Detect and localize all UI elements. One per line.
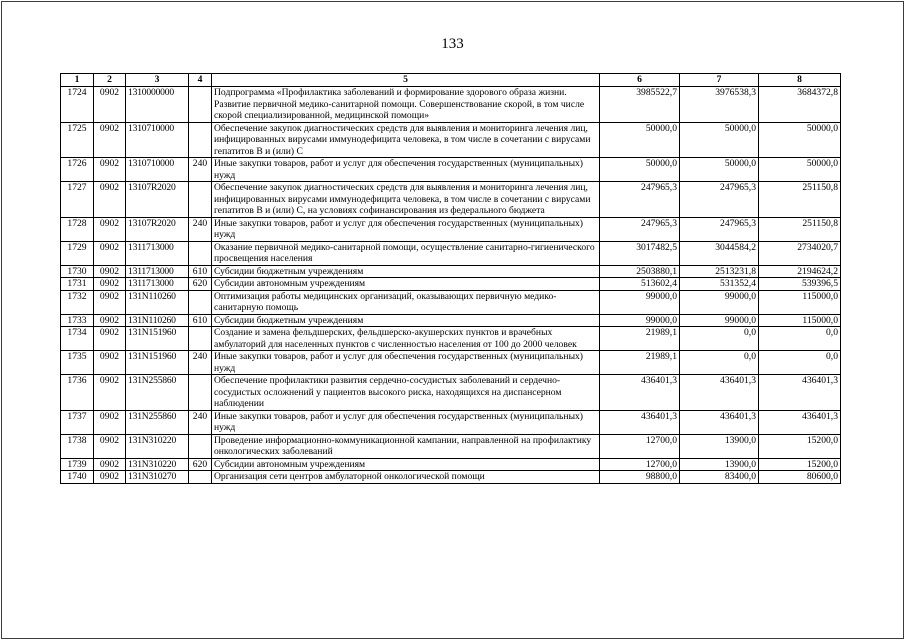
table-row bbox=[61, 87, 841, 123]
amount-year2-cell: 436401,3 bbox=[680, 410, 759, 434]
table-row bbox=[61, 434, 841, 458]
amount-year1-cell: 436401,3 bbox=[600, 410, 680, 434]
header-cell: 7 bbox=[680, 74, 759, 87]
target-article-cell: 131N110260 bbox=[126, 314, 189, 327]
amount-year2-cell: 0,0 bbox=[680, 327, 759, 351]
amount-year3-cell: 50000,0 bbox=[759, 158, 841, 182]
item-name-cell: Обеспечение закупок диагностических средств для выявления и мониторинга лечения лиц, инфицированных вирусами иммунодефицита человека, в том числе в сочетании с вирусами гепатитов B и (или) C, на условиях софинансирования из федерального бюджета bbox=[212, 182, 600, 218]
expense-type-cell: 240 bbox=[189, 158, 212, 182]
item-name-cell: Субсидии бюджетным учреждениям bbox=[212, 265, 600, 278]
amount-year2-cell: 436401,3 bbox=[680, 375, 759, 411]
item-name-cell: Подпрограмма «Профилактика заболеваний и формирование здорового образа жизни. Развитие первичной медико-санитарной помощи. Совершенствование скорой, в том числе скорой специализированной, медицинской помощи» bbox=[212, 87, 600, 123]
section-code-cell: 0902 bbox=[94, 217, 126, 241]
table-row bbox=[61, 375, 841, 411]
amount-year3-cell: 50000,0 bbox=[759, 122, 841, 158]
item-name-cell: Обеспечение профилактики развития сердечно-сосудистых заболеваний и сердечно-сосудистых осложнений у пациентов высокого риска, находящихся на диспансерном наблюдении bbox=[212, 375, 600, 411]
item-name-cell: Иные закупки товаров, работ и услуг для обеспечения государственных (муниципальных) нужд bbox=[212, 410, 600, 434]
item-name-cell: Субсидии бюджетным учреждениям bbox=[212, 314, 600, 327]
amount-year1-cell: 436401,3 bbox=[600, 375, 680, 411]
table-row bbox=[61, 458, 841, 471]
table-row bbox=[61, 241, 841, 265]
header-cell: 6 bbox=[600, 74, 680, 87]
table-row bbox=[61, 327, 841, 351]
amount-year3-cell: 115000,0 bbox=[759, 314, 841, 327]
amount-year2-cell: 0,0 bbox=[680, 351, 759, 375]
target-article-cell: 1310710000 bbox=[126, 122, 189, 158]
expense-type-cell: 240 bbox=[189, 410, 212, 434]
table-row bbox=[61, 290, 841, 314]
target-article-cell: 131N255860 bbox=[126, 410, 189, 434]
section-code-cell: 0902 bbox=[94, 434, 126, 458]
table-row bbox=[61, 351, 841, 375]
amount-year3-cell: 15200,0 bbox=[759, 458, 841, 471]
amount-year3-cell: 15200,0 bbox=[759, 434, 841, 458]
amount-year1-cell: 3985522,7 bbox=[600, 87, 680, 123]
table-row bbox=[61, 471, 841, 484]
target-article-cell: 131N255860 bbox=[126, 375, 189, 411]
amount-year1-cell: 99000,0 bbox=[600, 290, 680, 314]
header-cell: 8 bbox=[759, 74, 841, 87]
amount-year3-cell: 3684372,8 bbox=[759, 87, 841, 123]
row-number-cell: 1734 bbox=[61, 327, 94, 351]
item-name-cell: Субсидии автономным учреждениям bbox=[212, 458, 600, 471]
amount-year2-cell: 247965,3 bbox=[680, 217, 759, 241]
target-article-cell: 131N110260 bbox=[126, 290, 189, 314]
amount-year2-cell: 531352,4 bbox=[680, 278, 759, 291]
item-name-cell: Создание и замена фельдшерских, фельдшерско-акушерских пунктов и врачебных амбулаторий для населенных пунктов с численностью населения от 100 до 2000 человек bbox=[212, 327, 600, 351]
amount-year3-cell: 251150,8 bbox=[759, 182, 841, 218]
amount-year1-cell: 247965,3 bbox=[600, 217, 680, 241]
section-code-cell: 0902 bbox=[94, 458, 126, 471]
amount-year2-cell: 13900,0 bbox=[680, 458, 759, 471]
table-body bbox=[61, 87, 841, 484]
table-row bbox=[61, 265, 841, 278]
amount-year1-cell: 98800,0 bbox=[600, 471, 680, 484]
amount-year1-cell: 21989,1 bbox=[600, 351, 680, 375]
expense-type-cell bbox=[189, 327, 212, 351]
amount-year2-cell: 3976538,3 bbox=[680, 87, 759, 123]
amount-year2-cell: 83400,0 bbox=[680, 471, 759, 484]
amount-year1-cell: 50000,0 bbox=[600, 158, 680, 182]
amount-year1-cell: 21989,1 bbox=[600, 327, 680, 351]
section-code-cell: 0902 bbox=[94, 410, 126, 434]
amount-year1-cell: 247965,3 bbox=[600, 182, 680, 218]
target-article-cell: 1311713000 bbox=[126, 265, 189, 278]
table-row bbox=[61, 158, 841, 182]
expense-type-cell: 240 bbox=[189, 217, 212, 241]
row-number-cell: 1725 bbox=[61, 122, 94, 158]
amount-year2-cell: 99000,0 bbox=[680, 290, 759, 314]
section-code-cell: 0902 bbox=[94, 327, 126, 351]
target-article-cell: 131N310270 bbox=[126, 471, 189, 484]
amount-year2-cell: 13900,0 bbox=[680, 434, 759, 458]
section-code-cell: 0902 bbox=[94, 265, 126, 278]
amount-year3-cell: 436401,3 bbox=[759, 410, 841, 434]
row-number-cell: 1735 bbox=[61, 351, 94, 375]
row-number-cell: 1729 bbox=[61, 241, 94, 265]
table-row bbox=[61, 410, 841, 434]
row-number-cell: 1724 bbox=[61, 87, 94, 123]
amount-year2-cell: 50000,0 bbox=[680, 122, 759, 158]
amount-year2-cell: 2513231,8 bbox=[680, 265, 759, 278]
amount-year2-cell: 247965,3 bbox=[680, 182, 759, 218]
budget-table bbox=[60, 73, 841, 484]
amount-year1-cell: 50000,0 bbox=[600, 122, 680, 158]
table-row bbox=[61, 182, 841, 218]
target-article-cell: 131N151960 bbox=[126, 351, 189, 375]
row-number-cell: 1732 bbox=[61, 290, 94, 314]
expense-type-cell: 620 bbox=[189, 458, 212, 471]
table-row bbox=[61, 122, 841, 158]
expense-type-cell bbox=[189, 241, 212, 265]
amount-year3-cell: 436401,3 bbox=[759, 375, 841, 411]
section-code-cell: 0902 bbox=[94, 290, 126, 314]
row-number-cell: 1727 bbox=[61, 182, 94, 218]
expense-type-cell bbox=[189, 375, 212, 411]
item-name-cell: Субсидии автономным учреждениям bbox=[212, 278, 600, 291]
row-number-cell: 1738 bbox=[61, 434, 94, 458]
amount-year3-cell: 2734020,7 bbox=[759, 241, 841, 265]
section-code-cell: 0902 bbox=[94, 241, 126, 265]
amount-year1-cell: 12700,0 bbox=[600, 434, 680, 458]
target-article-cell: 1310000000 bbox=[126, 87, 189, 123]
table-row bbox=[61, 278, 841, 291]
expense-type-cell: 610 bbox=[189, 314, 212, 327]
section-code-cell: 0902 bbox=[94, 158, 126, 182]
amount-year3-cell: 539396,5 bbox=[759, 278, 841, 291]
expense-type-cell bbox=[189, 290, 212, 314]
expense-type-cell: 610 bbox=[189, 265, 212, 278]
target-article-cell: 131N310220 bbox=[126, 458, 189, 471]
expense-type-cell bbox=[189, 182, 212, 218]
expense-type-cell bbox=[189, 122, 212, 158]
item-name-cell: Обеспечение закупок диагностических средств для выявления и мониторинга лечения лиц, инфицированных вирусами иммунодефицита человека, в том числе в сочетании с вирусами гепатитов B и (или) C bbox=[212, 122, 600, 158]
row-number-cell: 1730 bbox=[61, 265, 94, 278]
amount-year3-cell: 80600,0 bbox=[759, 471, 841, 484]
target-article-cell: 1311713000 bbox=[126, 278, 189, 291]
header-cell: 4 bbox=[189, 74, 212, 87]
section-code-cell: 0902 bbox=[94, 375, 126, 411]
amount-year3-cell: 251150,8 bbox=[759, 217, 841, 241]
item-name-cell: Оказание первичной медико-санитарной помощи, осуществление санитарно-гигиенического просвещения населения bbox=[212, 241, 600, 265]
item-name-cell: Иные закупки товаров, работ и услуг для обеспечения государственных (муниципальных) нужд bbox=[212, 217, 600, 241]
expense-type-cell bbox=[189, 471, 212, 484]
amount-year3-cell: 0,0 bbox=[759, 351, 841, 375]
amount-year2-cell: 50000,0 bbox=[680, 158, 759, 182]
section-code-cell: 0902 bbox=[94, 351, 126, 375]
table-header-row bbox=[61, 74, 841, 87]
item-name-cell: Иные закупки товаров, работ и услуг для обеспечения государственных (муниципальных) нужд bbox=[212, 351, 600, 375]
amount-year2-cell: 99000,0 bbox=[680, 314, 759, 327]
target-article-cell: 1311713000 bbox=[126, 241, 189, 265]
row-number-cell: 1736 bbox=[61, 375, 94, 411]
row-number-cell: 1733 bbox=[61, 314, 94, 327]
target-article-cell: 13107R2020 bbox=[126, 182, 189, 218]
section-code-cell: 0902 bbox=[94, 87, 126, 123]
row-number-cell: 1739 bbox=[61, 458, 94, 471]
amount-year1-cell: 513602,4 bbox=[600, 278, 680, 291]
header-cell: 2 bbox=[94, 74, 126, 87]
item-name-cell: Иные закупки товаров, работ и услуг для обеспечения государственных (муниципальных) нужд bbox=[212, 158, 600, 182]
amount-year1-cell: 99000,0 bbox=[600, 314, 680, 327]
row-number-cell: 1737 bbox=[61, 410, 94, 434]
table-row bbox=[61, 217, 841, 241]
section-code-cell: 0902 bbox=[94, 182, 126, 218]
section-code-cell: 0902 bbox=[94, 471, 126, 484]
amount-year1-cell: 2503880,1 bbox=[600, 265, 680, 278]
section-code-cell: 0902 bbox=[94, 278, 126, 291]
section-code-cell: 0902 bbox=[94, 122, 126, 158]
item-name-cell: Организация сети центров амбулаторной онкологической помощи bbox=[212, 471, 600, 484]
section-code-cell: 0902 bbox=[94, 314, 126, 327]
amount-year3-cell: 115000,0 bbox=[759, 290, 841, 314]
item-name-cell: Проведение информационно-коммуникационной кампании, направленной на профилактику онкологических заболеваний bbox=[212, 434, 600, 458]
header-cell: 1 bbox=[61, 74, 94, 87]
amount-year2-cell: 3044584,2 bbox=[680, 241, 759, 265]
page-number: 133 bbox=[441, 36, 464, 52]
expense-type-cell: 620 bbox=[189, 278, 212, 291]
item-name-cell: Оптимизация работы медицинских организаций, оказывающих первичную медико-санитарную помощь bbox=[212, 290, 600, 314]
amount-year1-cell: 12700,0 bbox=[600, 458, 680, 471]
table-row bbox=[61, 314, 841, 327]
expense-type-cell: 240 bbox=[189, 351, 212, 375]
row-number-cell: 1731 bbox=[61, 278, 94, 291]
expense-type-cell bbox=[189, 434, 212, 458]
row-number-cell: 1728 bbox=[61, 217, 94, 241]
expense-type-cell bbox=[189, 87, 212, 123]
amount-year3-cell: 2194624,2 bbox=[759, 265, 841, 278]
target-article-cell: 13107R2020 bbox=[126, 217, 189, 241]
row-number-cell: 1726 bbox=[61, 158, 94, 182]
target-article-cell: 131N310220 bbox=[126, 434, 189, 458]
target-article-cell: 1310710000 bbox=[126, 158, 189, 182]
header-cell: 5 bbox=[212, 74, 600, 87]
amount-year3-cell: 0,0 bbox=[759, 327, 841, 351]
row-number-cell: 1740 bbox=[61, 471, 94, 484]
header-cell: 3 bbox=[126, 74, 189, 87]
target-article-cell: 131N151960 bbox=[126, 327, 189, 351]
amount-year1-cell: 3017482,5 bbox=[600, 241, 680, 265]
